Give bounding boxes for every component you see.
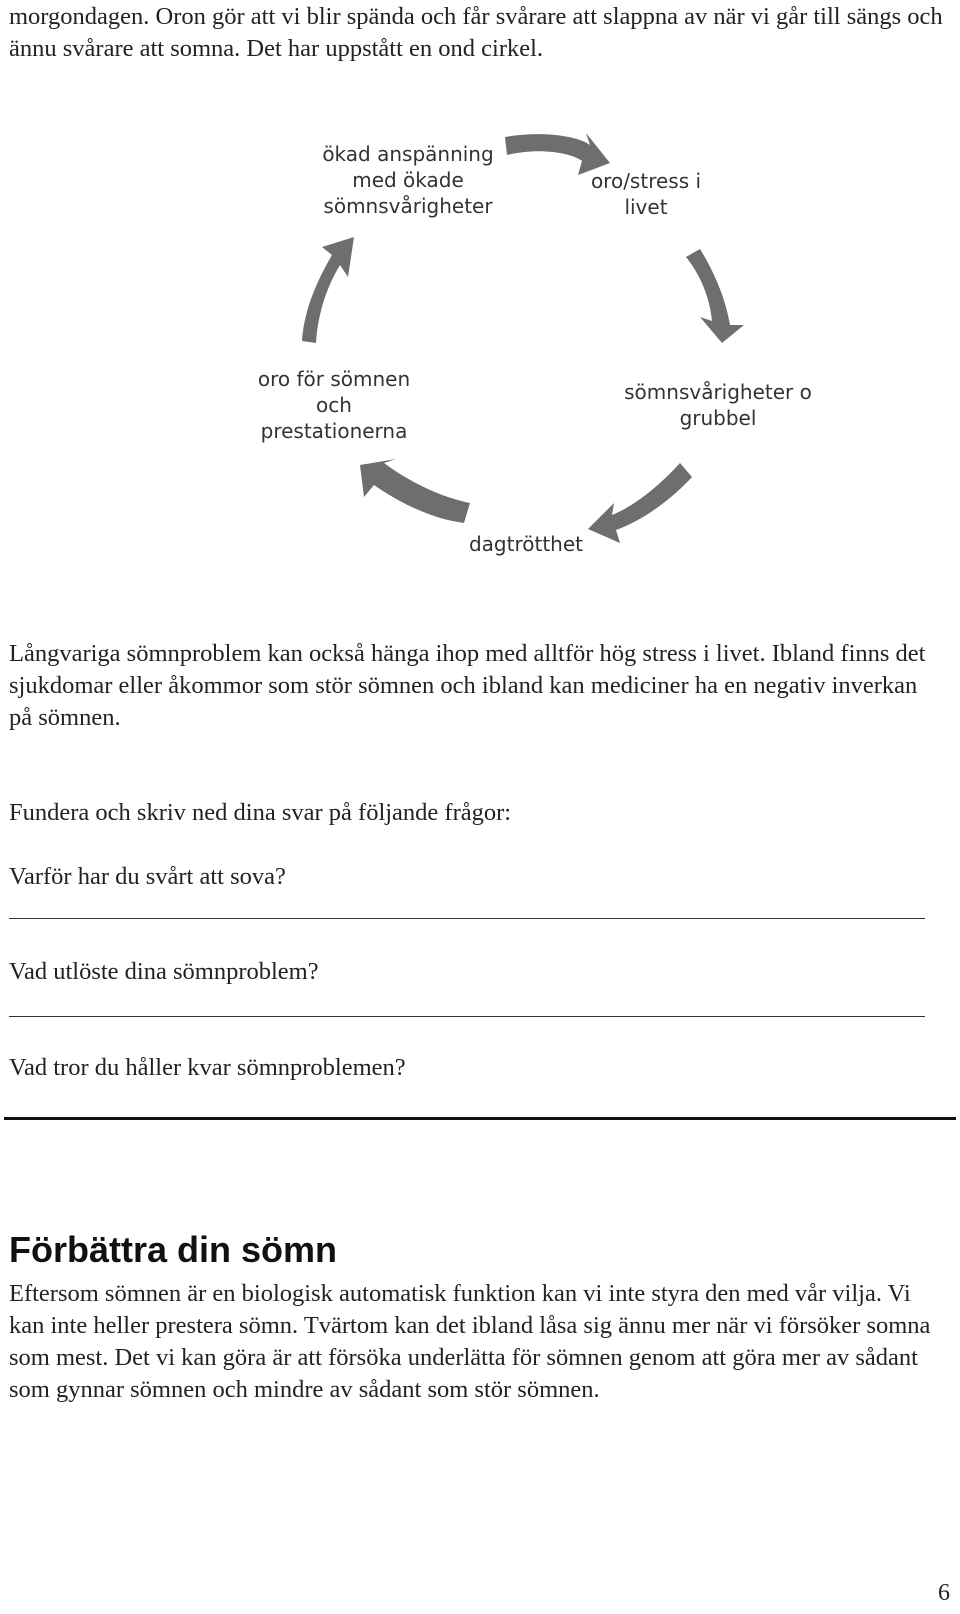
question-1: Varför har du svårt att sova? xyxy=(9,863,286,890)
cycle-node-tension xyxy=(298,141,518,219)
node-line: oro för sömnen xyxy=(257,367,411,391)
node-line: grubbel xyxy=(679,406,757,430)
arrow-left xyxy=(302,237,354,343)
node-line: oro/stress i xyxy=(590,169,702,193)
node-line: med ökade xyxy=(352,168,464,192)
cycle-node-stress xyxy=(556,168,736,220)
node-line: sömnsvårigheter xyxy=(323,194,493,218)
node-line: sömnsvårigheter o xyxy=(624,380,812,404)
section-paragraph: Eftersom sömnen är en biologisk automatisk funktion kan vi inte styra den med vår vilja. Vi kan inte heller prestera sömn. Tvärtom kan det ibland låsa sig ännu mer när vi försöker somna som mest. Det vi kan göra är att försöka underlätta för sömnen genom att göra mer av sådant som gynnar sömnen och mindre av sådant som stör sömnen. xyxy=(9,1280,931,1403)
answer-line-2[interactable] xyxy=(9,1016,925,1017)
node-line: dagtrötthet xyxy=(468,532,583,556)
stress-paragraph: Långvariga sömnproblem kan också hänga ihop med alltför hög stress i livet. Ibland finns det sjukdomar eller åkommor som stör sömnen och ibland kan mediciner ha en negativ inverkan på sömnen. xyxy=(9,640,926,731)
questions-prompt: Fundera och skriv ned dina svar på följande frågor: xyxy=(9,799,512,826)
arrow-bottom-left xyxy=(360,459,470,523)
node-line: livet xyxy=(624,195,668,219)
question-2: Vad utlöste dina sömnproblem? xyxy=(9,958,319,985)
arrow-right xyxy=(686,249,744,343)
section-heading: Förbättra din sömn xyxy=(9,1229,338,1270)
cycle-node-daytime-fatigue xyxy=(446,531,606,557)
cycle-node-sleep-worry xyxy=(234,366,434,444)
question-3: Vad tror du håller kvar sömnproblemen? xyxy=(9,1054,406,1081)
page-number: 6 xyxy=(938,1580,950,1606)
intro-paragraph: morgondagen. Oron gör att vi blir spända och får svårare att slappna av när vi går till sängs och ännu svårare att somna. Det har uppstått en ond cirkel. xyxy=(9,3,943,62)
answer-line-3[interactable] xyxy=(4,1117,956,1120)
node-line: ökad anspänning xyxy=(322,142,494,166)
answer-line-1[interactable] xyxy=(9,918,925,919)
cycle-node-sleep-difficulties xyxy=(608,379,828,431)
node-line: och xyxy=(316,393,352,417)
node-line: prestationerna xyxy=(260,419,408,443)
vicious-circle-diagram xyxy=(0,125,960,585)
